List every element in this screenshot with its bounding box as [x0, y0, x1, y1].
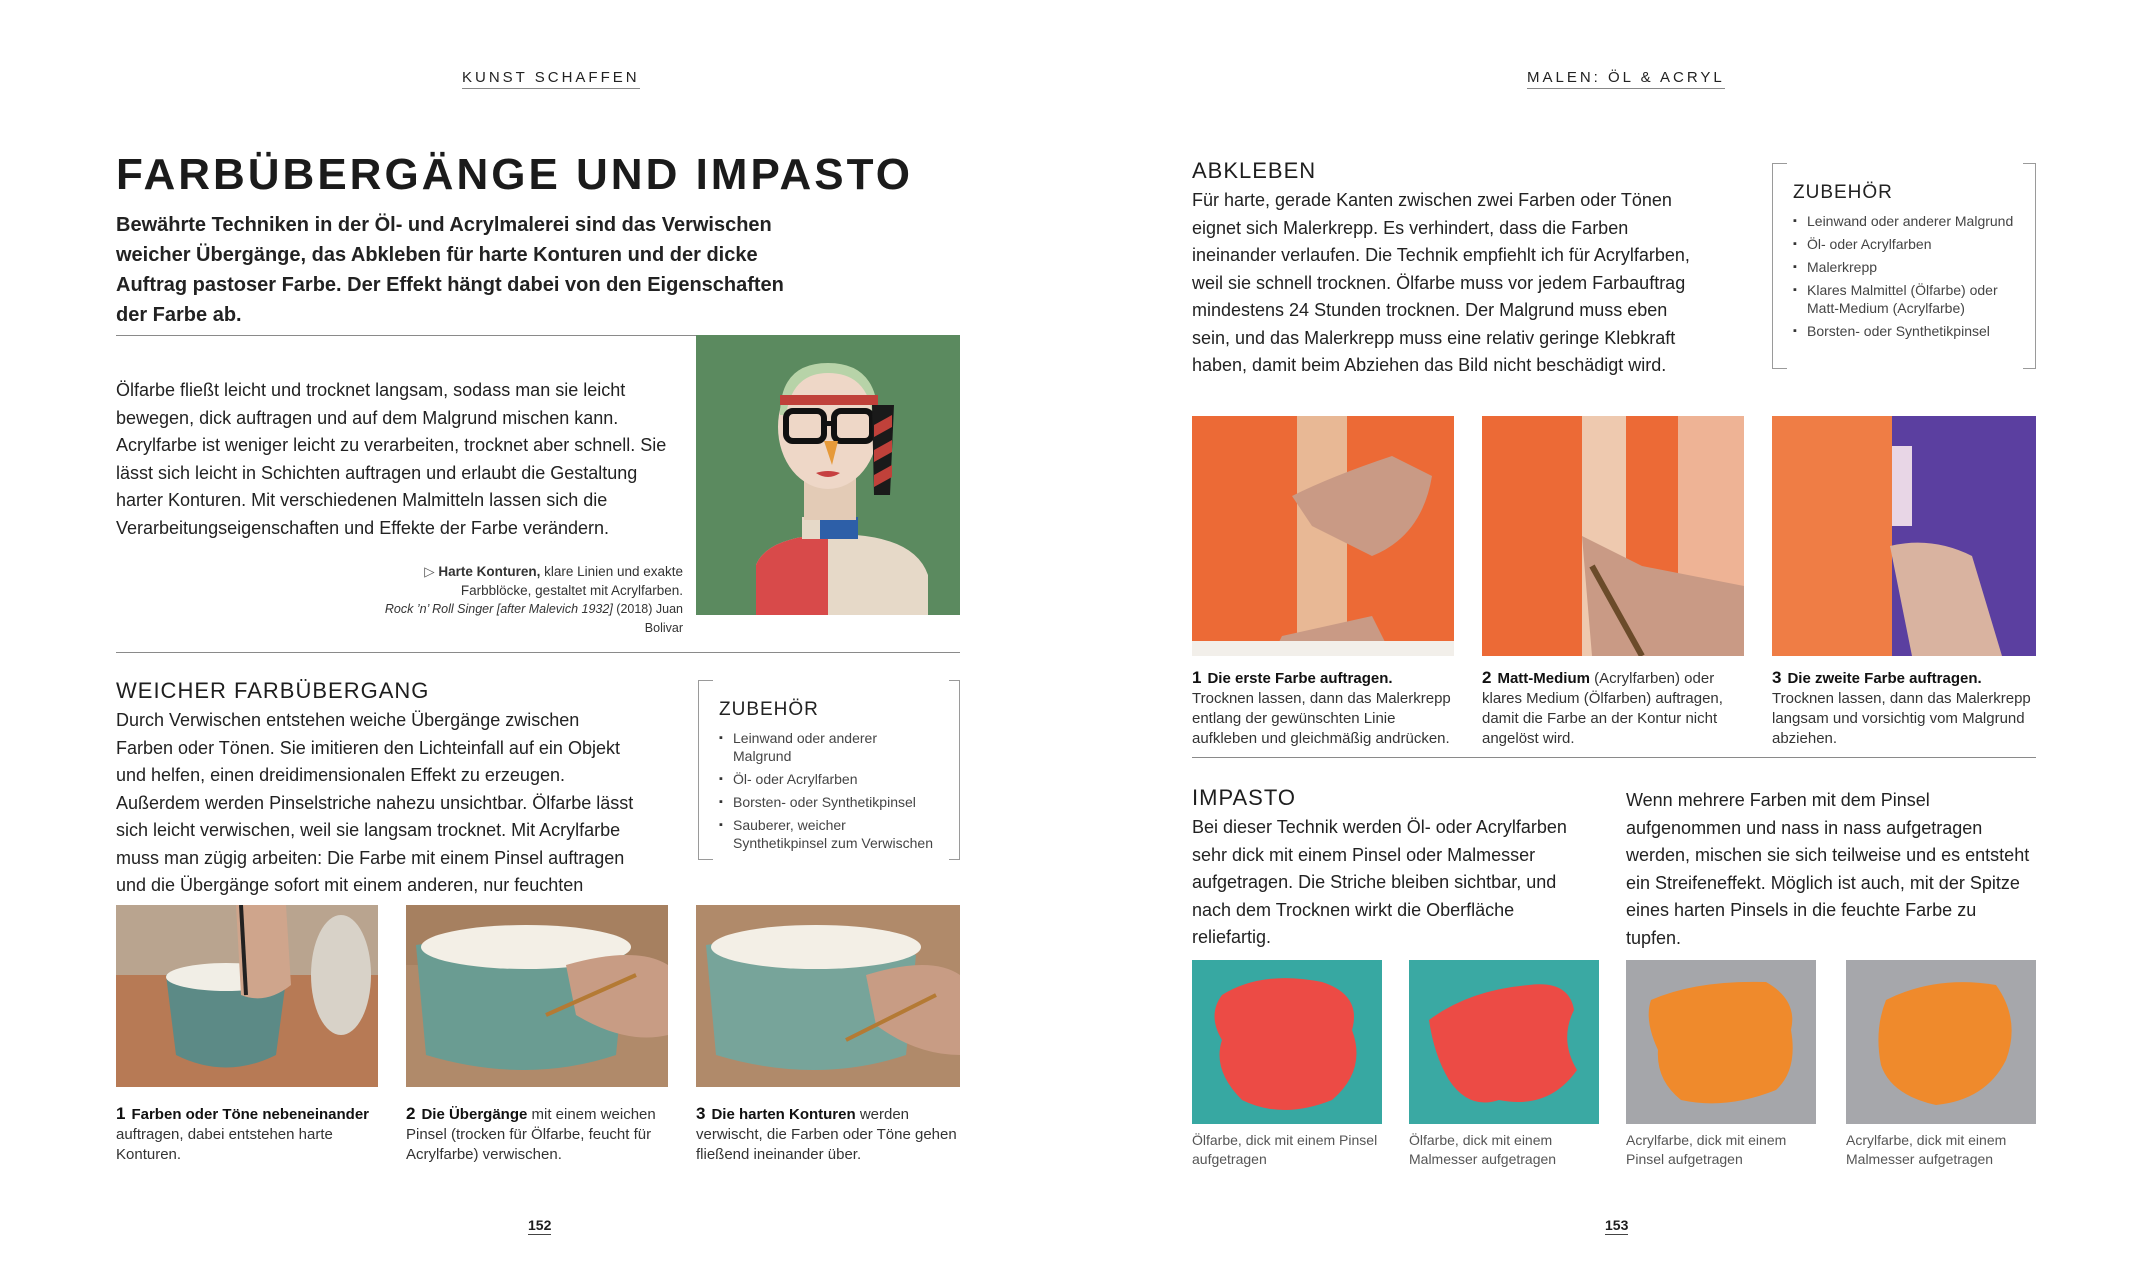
- step-caption-1: [116, 1104, 378, 1165]
- painting-rock-n-roll-singer: [696, 335, 960, 615]
- abkleben-text: Für harte, gerade Kanten zwischen zwei Farben oder Tönen eignet sich Malerkrepp. Es verhindert, dass die Farben ineinander verlaufen. Die Technik empfiehlt ich für Acrylfarben, weil sie schnell trocknen. Ölfarbe muss vor jedem Farbauftrag mindestens 24 Stunden trocknen. Der Malgrund muss eben sein, und das Malerkrepp muss eine relativ geringe Klebkraft haben, damit beim Abziehen das Bild nicht beschädigt wird.: [1192, 190, 1690, 375]
- page-number-left: 152: [528, 1217, 552, 1233]
- step-text: (Acrylfarben) oder klares Medium (Ölfarben) auftragen, damit die Farbe an der Kontur nicht angelöst wird.: [1482, 670, 1723, 747]
- running-head-left: KUNST SCHAFFEN: [462, 67, 640, 89]
- impasto-text-2: Wenn mehrere Farben mit dem Pinsel aufgenommen und nass in nass aufgetragen werden, mischen sie sich teilweise und es entsteht ein Streifeneffekt. Möglich ist auch, mit der Spitze eines harten Pinsels in die feuchte Farbe zu tupfen.: [1626, 790, 2030, 948]
- impasto-sample-1: [1192, 960, 1382, 1124]
- section-title-impasto: IMPASTO: [1192, 785, 1296, 810]
- section-text: Durch Verwischen entstehen weiche Übergänge zwischen Farben oder Tönen. Sie imitieren den Lichteinfall auf ein Objekt und helfen, einen dreidimensionalen Effekt zu erzeugen. Außerdem werden Pinselstriche nahezu unsichtbar. Ölfarbe lässt sich leicht verwischen, weil sie langsam trocknet. Mit Acrylfarbe muss man zügig arbeiten: Die Farbe mit einem Pinsel auftragen und die Übergänge sofort mit einem anderen, nur feuchten: [116, 710, 634, 895]
- step-photo-3: [696, 905, 960, 1087]
- impasto-caption-2: Ölfarbe, dick mit einem Malmesser aufgetragen: [1409, 1132, 1557, 1167]
- caption-bold: Harte Konturen,: [438, 564, 541, 579]
- section-title-weicher-farbuebergang: WEICHER FARBÜBERGANG: [116, 678, 430, 703]
- supplies-title: ZUBEHÖR: [1793, 182, 1893, 203]
- supplies-item: ▪ Borsten- oder Synthetikpinsel: [719, 793, 939, 811]
- step-bold: Die erste Farbe auftragen.: [1207, 670, 1393, 687]
- running-head-right: MALEN: ÖL & ACRYL: [1527, 67, 1725, 89]
- lead-paragraph: Bewährte Techniken in der Öl- und Acrylmalerei sind das Verwischen weicher Übergänge, das Abkleben für harte Konturen und der dicke Auftrag pastoser Farbe. Der Effekt hängt dabei von den Eigenschaften der Farbe ab.: [116, 214, 784, 326]
- impasto-caption-3: Acrylfarbe, dick mit einem Pinsel aufgetragen: [1626, 1132, 1787, 1167]
- step-caption-2: [406, 1104, 668, 1165]
- caption-credit: (2018) Juan Bolivar: [616, 602, 683, 635]
- impasto-text-1: Bei dieser Technik werden Öl- oder Acrylfarben sehr dick mit einem Pinsel oder Malmesser aufgetragen. Die Striche bleiben sichtbar, und nach dem Trocknen wirkt die Oberfläche reliefartig.: [1192, 817, 1567, 947]
- tape-step-caption-2: [1482, 668, 1744, 749]
- supplies-item: ▪ Sauberer, weicher Synthetikpinsel zum Verwischen: [719, 816, 939, 852]
- step-number: 1: [1192, 668, 1202, 687]
- step-number: 3: [696, 1104, 706, 1123]
- supplies-box-left: [698, 680, 960, 860]
- supplies-item: ▪ Leinwand oder anderer Malgrund: [1793, 212, 2019, 230]
- caption-credit-title: Rock ’n’ Roll Singer [after Malevich 1932]: [384, 602, 613, 616]
- step-text: Trocknen lassen, dann das Malerkrepp entlang der gewünschten Linie aufkleben und gleichmäßig andrücken.: [1192, 690, 1451, 747]
- supplies-title: ZUBEHÖR: [719, 699, 819, 720]
- impasto-sample-3: [1626, 960, 1816, 1124]
- step-bold: Matt-Medium: [1497, 670, 1590, 687]
- divider: [116, 335, 696, 336]
- impasto-sample-4: [1846, 960, 2036, 1124]
- step-bold: Farben oder Töne nebeneinander: [131, 1106, 370, 1123]
- step-text: werden verwischt, die Farben oder Töne gehen fließend ineinander über.: [696, 1106, 957, 1163]
- figure-caption: [353, 562, 683, 638]
- portrait-illustration: [696, 335, 960, 615]
- step-text: auftragen, dabei entstehen harte Konturen.: [116, 1126, 333, 1163]
- supplies-item: ▪ Malerkrepp: [1793, 258, 2019, 276]
- tape-photo-2: [1482, 416, 1744, 656]
- divider: [1192, 757, 2036, 758]
- supplies-item: ▪ Klares Malmittel (Ölfarbe) oder Matt-Medium (Acrylfarbe): [1793, 281, 2019, 317]
- step-number: 2: [406, 1104, 416, 1123]
- page-number-right: 153: [1605, 1217, 1629, 1233]
- step-number: 1: [116, 1104, 126, 1123]
- step-photo-1: [116, 905, 378, 1087]
- caption-arrow-icon: ▷: [424, 564, 439, 579]
- tape-step-caption-3: [1772, 668, 2036, 749]
- step-bold: Die Übergänge: [421, 1106, 528, 1123]
- supplies-item: ▪ Öl- oder Acrylfarben: [1793, 235, 2019, 253]
- supplies-box-right: [1772, 163, 2036, 369]
- supplies-item: ▪ Leinwand oder anderer Malgrund: [719, 729, 939, 765]
- step-photo-2: [406, 905, 668, 1087]
- step-caption-3: [696, 1104, 958, 1165]
- section-title-abkleben: ABKLEBEN: [1192, 158, 1317, 183]
- supplies-item: ▪ Borsten- oder Synthetikpinsel: [1793, 322, 2019, 340]
- tape-photo-1: [1192, 416, 1454, 656]
- impasto-sample-2: [1409, 960, 1599, 1124]
- supplies-list: [719, 729, 939, 852]
- tape-step-caption-1: [1192, 668, 1454, 749]
- step-bold: Die harten Konturen: [711, 1106, 856, 1123]
- step-text: mit einem weichen Pinsel (trocken für Ölfarbe, feucht für Acrylfarbe) verwischen.: [406, 1106, 656, 1163]
- step-number: 3: [1772, 668, 1782, 687]
- step-number: 2: [1482, 668, 1492, 687]
- page-title: FARBÜBERGÄNGE UND IMPASTO: [116, 150, 913, 199]
- divider: [116, 652, 960, 653]
- supplies-list: [1793, 212, 2019, 340]
- step-bold: Die zweite Farbe auftragen.: [1787, 670, 1982, 687]
- caption-text: klare Linien und exakte Farbblöcke, gestaltet mit Acrylfarben.: [460, 564, 683, 598]
- intro-paragraph: Ölfarbe fließt leicht und trocknet langsam, sodass man sie leicht bewegen, dick auftragen und auf dem Malgrund mischen kann. Acrylfarbe ist weniger leicht zu verarbeiten, trocknet aber schnell. Sie lässt sich leicht in Schichten auftragen und erlaubt die Gestaltung harter Konturen. Mit verschiedenen Malmitteln lassen sich die Verarbeitungseigenschaften und Effekte der Farbe verändern.: [116, 380, 667, 538]
- step-text: Trocknen lassen, dann das Malerkrepp langsam und vorsichtig vom Malgrund abziehen.: [1772, 690, 2031, 747]
- tape-photo-3: [1772, 416, 2036, 656]
- supplies-item: ▪ Öl- oder Acrylfarben: [719, 770, 939, 788]
- impasto-caption-4: Acrylfarbe, dick mit einem Malmesser aufgetragen: [1846, 1132, 2007, 1167]
- impasto-caption-1: Ölfarbe, dick mit einem Pinsel aufgetragen: [1192, 1132, 1378, 1167]
